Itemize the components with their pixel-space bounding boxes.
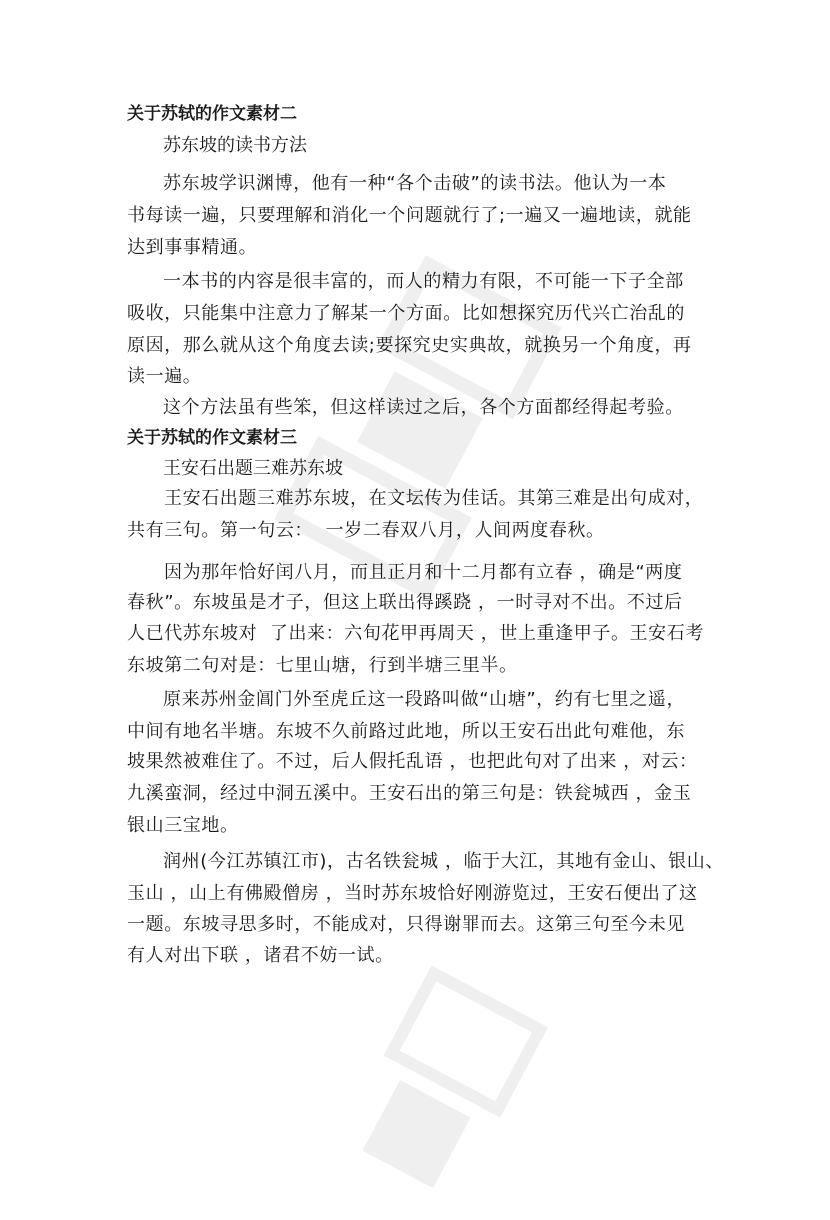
paragraph-line: 人已代苏东坡对 了出来：六旬花甲再周天 ，世上重逢甲子。王安石考: [127, 623, 704, 644]
paragraph-line: 读一遍。: [127, 366, 202, 387]
paragraph-line: 因为那年恰好闰八月，而且正月和十二月都有立春 ，确是“两度: [164, 562, 683, 583]
paragraph-line: 一本书的内容是很丰富的，而人的精力有限，不可能一下子全部: [163, 271, 684, 292]
paragraph-line: 原来苏州金阊门外至虎丘这一段路叫做“山塘”，约有七里之遥，: [163, 689, 686, 710]
paragraph-line: 达到事事精通。: [127, 237, 258, 258]
paragraph-line: 九溪蛮洞，经过中洞五溪中。王安石出的第三句是：铁瓮城西 ，金玉: [127, 783, 692, 804]
paragraph-line: 润州(今江苏镇江市)，古名铁瓮城 ，临于大江，其地有金山、银山、: [163, 851, 724, 872]
paragraph-line: 一题。东坡寻思多时，不能成对，只得谢罪而去。这第三句至今未见: [127, 914, 685, 935]
paragraph-line: 坡果然被难住了。不过，后人假托乱语 ，也把此句对了出来 ，对云：: [127, 751, 698, 772]
watermark-logo-bottom: [327, 960, 554, 1220]
watermark-logo: [265, 246, 574, 613]
paragraph-line: 吸收，只能集中注意力了解某一个方面。比如想探究历代兴亡治乱的: [127, 303, 685, 324]
paragraph-line: 银山三宝地。: [127, 815, 239, 836]
paragraph-line: 原因，那么就从这个角度去读;要探究史实典故，就换另一个角度，再: [127, 335, 692, 356]
paragraph-line: 玉山 ，山上有佛殿僧房 ，当时苏东坡恰好刚游览过，王安石便出了这: [127, 883, 698, 904]
subtitle-three-challenges: 王安石出题三难苏东坡: [163, 458, 343, 479]
paragraph-line: 共有三句。第一句云： 一岁二春双八月，人间两度春秋。: [127, 520, 605, 541]
heading-material-2: 关于苏轼的作文素材二: [127, 104, 297, 124]
paragraph-line: 有人对出下联 ，诸君不妨一试。: [127, 945, 394, 966]
paragraph-line: 春秋”。东坡虽是才子，但这上联出得蹊跷 ，一时寻对不出。不过后: [127, 592, 683, 613]
paragraph-line: 中间有地名半塘。东坡不久前路过此地，所以王安石出此句难他，东: [127, 721, 685, 742]
paragraph-line: 苏东坡学识渊博，他有一种“各个击破”的读书法。他认为一本: [163, 173, 667, 194]
paragraph-line: 这个方法虽有些笨，但这样读过之后，各个方面都经得起考验。: [163, 397, 684, 418]
paragraph-line: 东坡第二句对是：七里山塘，行到半塘三里半。: [127, 655, 518, 676]
paragraph-line: 王安石出题三难苏东坡，在文坛传为佳话。其第三难是出句成对，: [164, 488, 704, 509]
subtitle-reading-method: 苏东坡的读书方法: [163, 135, 307, 156]
paragraph-line: 书每读一遍，只要理解和消化一个问题就行了;一遍又一遍地读，就能: [127, 205, 692, 226]
heading-material-3: 关于苏轼的作文素材三: [127, 428, 297, 448]
